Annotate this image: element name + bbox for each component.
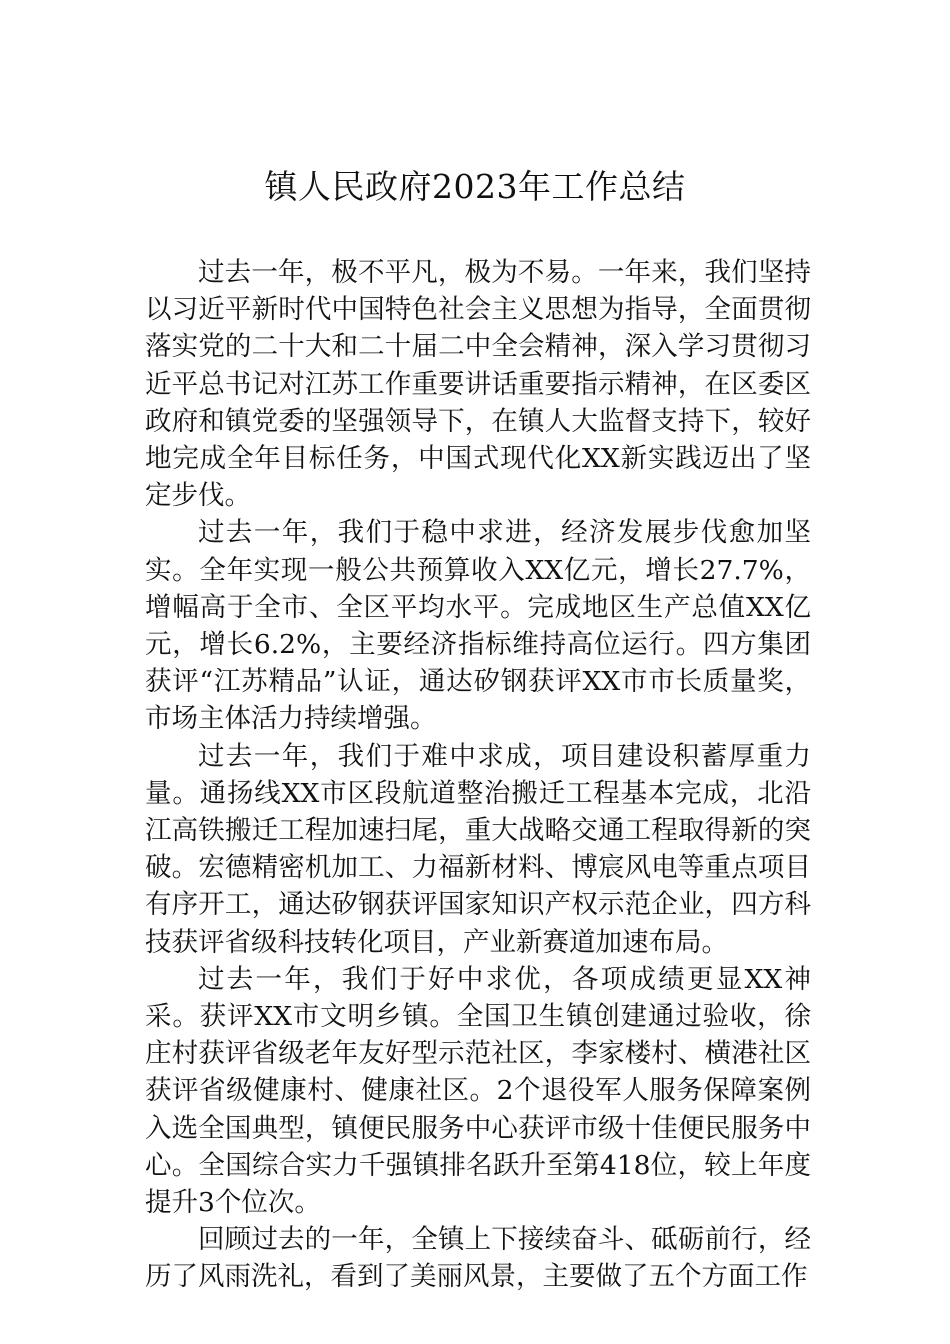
paragraph-review: 回顾过去的一年，全镇上下接续奋斗、砥砺前行，经历了风雨洗礼，看到了美丽风景，主要做了五个方面工作 bbox=[145, 1224, 811, 1293]
paragraph-achievements: 过去一年，我们于好中求优，各项成绩更显XX神采。获评XX市文明乡镇。全国卫生镇创建通过验收，徐庄村获评省级老年友好型示范社区，李家楼村、横港社区获评省级健康村、健康社区。2个退役军人服务保障案例入选全国典型，镇便民服务中心获评市级十佳便民服务中心。全国综合实力千强镇排名跃升至第418位，较上年度提升3个位次。 bbox=[145, 963, 811, 1219]
document-body bbox=[145, 254, 811, 1296]
paragraph-economy: 过去一年，我们于稳中求进，经济发展步伐愈加坚实。全年实现一般公共预算收入XX亿元，增长27.7%，增幅高于全市、全区平均水平。完成地区生产总值XX亿元，增长6.2%，主要经济指标维持高位运行。四方集团获评“江苏精品”认证，通达矽钢获评XX市市长质量奖，市场主体活力持续增强。 bbox=[145, 517, 811, 735]
paragraph-intro: 过去一年，极不平凡，极为不易。一年来，我们坚持以习近平新时代中国特色社会主义思想为指导，全面贯彻落实党的二十大和二十届二中全会精神，深入学习贯彻习近平总书记对江苏工作重要讲话重要指示精神，在区委区政府和镇党委的坚强领导下，在镇人大监督支持下，较好地完成全年目标任务，中国式现代化XX新实践迈出了坚定步伐。 bbox=[145, 257, 811, 512]
document-title: 镇人民政府2023年工作总结 bbox=[264, 167, 686, 206]
paragraph-projects: 过去一年，我们于难中求成，项目建设积蓄厚重力量。通扬线XX市区段航道整治搬迁工程基本完成，北沿江高铁搬迁工程加速扫尾，重大战略交通工程取得新的突破。宏德精密机加工、力福新材料、博宸风电等重点项目有序开工，通达矽钢获评国家知识产权示范企业，四方科技获评省级科技转化项目，产业新赛道加速布局。 bbox=[145, 740, 811, 958]
